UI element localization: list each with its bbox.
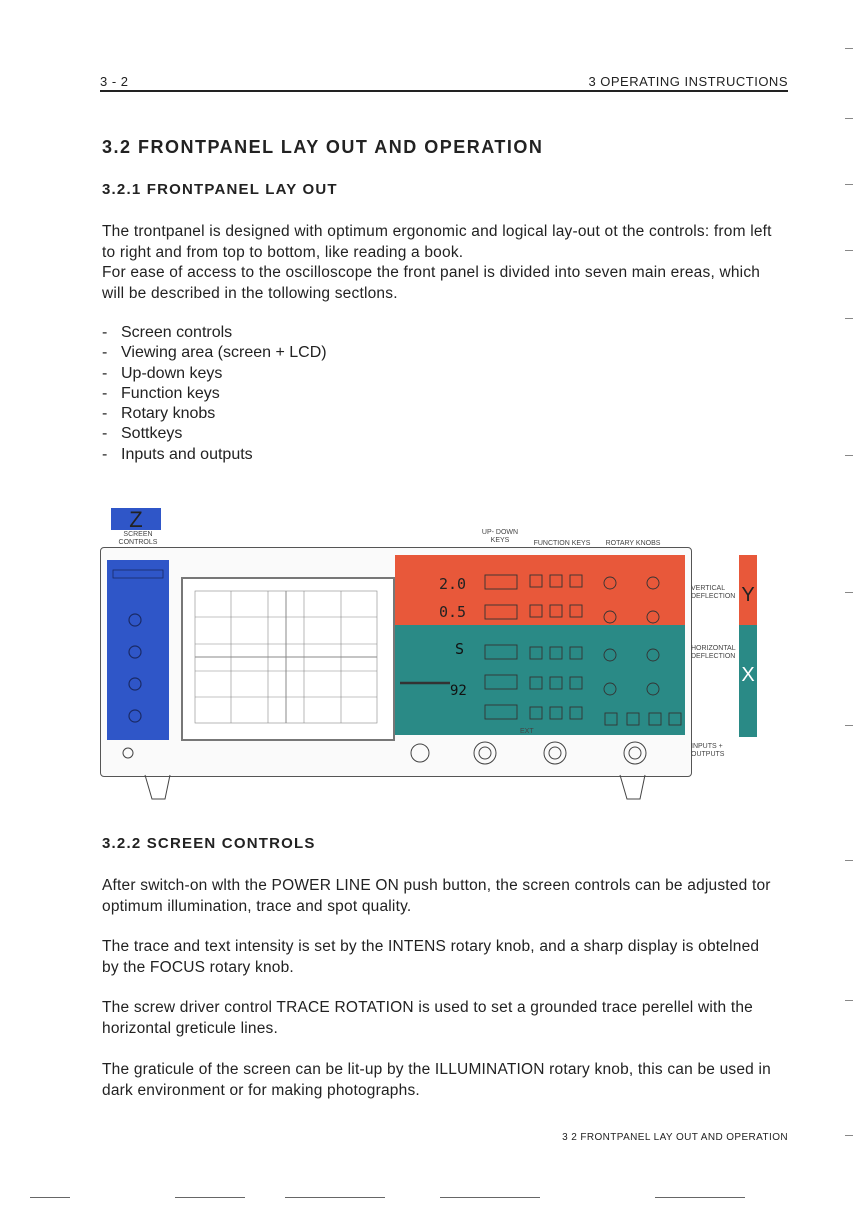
screen-controls-para-1: After switch-on wlth the POWER LINE ON push button, the screen controls can be adjusted tor optimum illumination, trace and spot quality. xyxy=(102,877,771,915)
list-item: - Viewing area (screen + LCD) xyxy=(102,344,327,362)
margin-mark xyxy=(845,250,853,251)
footer-section-title: 3 2 FRONTPANEL LAY OUT AND OPERATION xyxy=(562,1132,788,1143)
list-item: - Rotary knobs xyxy=(102,405,216,423)
lcd-readout-top: 2.0 xyxy=(439,575,467,593)
list-item: - Sottkeys xyxy=(102,425,183,443)
screen-controls-label: SCREEN CONTROLS xyxy=(118,531,158,546)
screen-controls-para-4: The graticule of the screen can be lit-up by the ILLUMINATION rotary knob, this can be used in dark environment or for making photographs. xyxy=(102,1061,771,1099)
header-rule xyxy=(100,90,788,92)
margin-mark xyxy=(845,455,853,456)
list-item: - Up-down keys xyxy=(102,364,223,382)
screen-graticule xyxy=(191,587,381,727)
page-number: 3 - 2 xyxy=(100,74,129,89)
ext-label: EXT xyxy=(520,728,534,735)
frontpanel-figure xyxy=(95,505,775,805)
subsection-title-1: 3.2.1 FRONTPANEL LAY OUT xyxy=(102,181,338,198)
lcd-readout-bottom: S xyxy=(455,640,465,658)
list-item: - Function keys xyxy=(102,384,220,402)
intro-paragraph xyxy=(102,222,782,304)
panel-controls xyxy=(395,555,685,735)
margin-mark xyxy=(845,592,853,593)
z-area-badge: Z xyxy=(111,508,161,530)
section-title: 3.2 FRONTPANEL LAY OUT AND OPERATION xyxy=(102,137,544,157)
margin-mark xyxy=(845,184,853,185)
subsection-title-2: 3.2.2 SCREEN CONTROLS xyxy=(102,835,316,852)
screen-controls-para-2: The trace and text intensity is set by the INTENS rotary knob, and a sharp display is obtelned by the FOCUS rotary knob. xyxy=(102,938,760,976)
list-item: - Inputs and outputs xyxy=(102,445,253,463)
footer-mark xyxy=(285,1197,385,1198)
footer-mark xyxy=(440,1197,540,1198)
margin-mark xyxy=(845,1000,853,1001)
margin-mark xyxy=(845,48,853,49)
rotary-knobs-label: ROTARY KNOBS xyxy=(605,540,661,547)
chapter-title: 3 OPERATING INSTRUCTIONS xyxy=(588,74,788,89)
screen-controls-knobs xyxy=(107,560,169,740)
function-keys-label: FUNCTION KEYS xyxy=(533,540,591,547)
intro-para-1: The trontpanel is designed with optimum ergonomic and logical lay-out ot the controls: from left to right and from top to bottom, like reading a book. xyxy=(102,223,772,261)
footer-mark xyxy=(655,1197,745,1198)
footer-mark xyxy=(175,1197,245,1198)
areas-list xyxy=(102,323,602,465)
lcd-readout-time: 92 xyxy=(450,683,467,699)
screen-controls-para-3: The screw driver control TRACE ROTATION is used to set a grounded trace perellel with the horizontal greticule lines. xyxy=(102,999,753,1037)
inputs-outputs-label: INPUTS + OUTPUTS xyxy=(691,743,725,758)
margin-mark xyxy=(845,725,853,726)
margin-mark xyxy=(845,118,853,119)
x-area-badge: X xyxy=(739,625,757,737)
footer-mark xyxy=(30,1197,70,1198)
list-item: - Screen controls xyxy=(102,324,233,341)
bottom-connectors xyxy=(100,737,700,807)
lcd-readout-mid: 0.5 xyxy=(439,603,467,621)
horizontal-deflection-label: HORIZONTAL DEFLECTION xyxy=(691,645,736,660)
vertical-deflection-label: VERTICAL DEFLECTION xyxy=(691,585,736,600)
intro-para-2: For ease of access to the oscilloscope the front panel is divided into seven main ereas, which will be described in the tollowing sectlons. xyxy=(102,264,761,302)
updown-keys-label: UP- DOWN KEYS xyxy=(481,529,519,544)
margin-mark xyxy=(845,1135,853,1136)
margin-mark xyxy=(845,318,853,319)
margin-mark xyxy=(845,860,853,861)
y-area-badge: Y xyxy=(739,555,757,625)
